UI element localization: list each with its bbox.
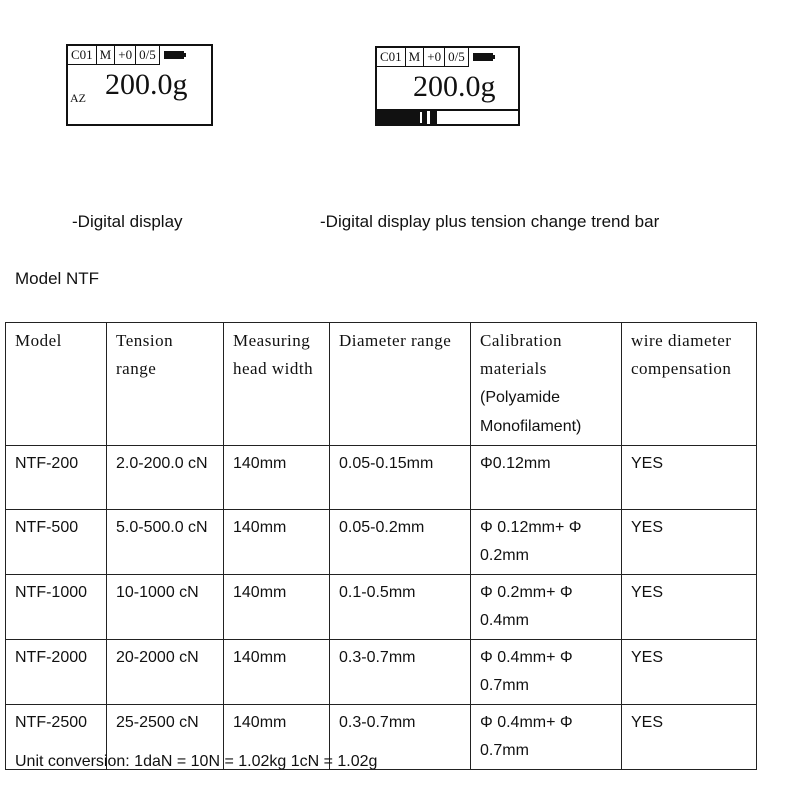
- cell-calibration: Φ 0.2mm+ Φ 0.4mm: [471, 575, 622, 640]
- cell-calibration: Φ0.12mm: [471, 446, 622, 510]
- header-diameter-range: Diameter range: [330, 323, 471, 446]
- header-calibration-label: Calibration materials: [480, 331, 562, 378]
- count-indicator: 0/5: [136, 46, 160, 65]
- cell-calibration: Φ 0.4mm+ Φ 0.7mm: [471, 705, 622, 770]
- cell-tension-range: 20-2000 cN: [107, 640, 224, 705]
- cell-model: NTF-2500: [6, 705, 107, 770]
- cell-head-width: 140mm: [224, 446, 330, 510]
- cell-head-width: 140mm: [224, 640, 330, 705]
- cell-compensation: YES: [622, 705, 757, 770]
- header-wire-compensation: wire diameter compensation: [622, 323, 757, 446]
- header-calibration-note: (Polyamide Monofilament): [480, 389, 582, 435]
- channel-indicator: C01: [377, 48, 406, 67]
- cell-diameter-range: 0.1-0.5mm: [330, 575, 471, 640]
- count-indicator: 0/5: [445, 48, 469, 67]
- table-header-row: [6, 323, 757, 446]
- offset-indicator: +0: [424, 48, 445, 67]
- trend-bar-marker: [420, 112, 422, 123]
- cell-diameter-range: 0.3-0.7mm: [330, 705, 471, 770]
- table-row: [6, 640, 757, 705]
- header-model: Model: [6, 323, 107, 446]
- mode-indicator: M: [406, 48, 425, 67]
- cell-diameter-range: 0.3-0.7mm: [330, 640, 471, 705]
- caption-digital-display: -Digital display: [72, 212, 183, 231]
- cell-model: NTF-200: [6, 446, 107, 510]
- table-row: [6, 446, 757, 510]
- model-heading: Model NTF: [15, 269, 100, 288]
- cell-diameter-range: 0.05-0.2mm: [330, 510, 471, 575]
- caption-trend-display: -Digital display plus tension change trend bar: [320, 212, 660, 231]
- lcd-display-trend: [375, 46, 520, 126]
- cell-tension-range: 10-1000 cN: [107, 575, 224, 640]
- cell-head-width: 140mm: [224, 575, 330, 640]
- lcd-status-bar: [68, 46, 190, 65]
- tension-reading: 200.0g: [413, 70, 496, 103]
- cell-compensation: YES: [622, 640, 757, 705]
- cell-tension-range: 25-2500 cN: [107, 705, 224, 770]
- tension-trend-bar: [377, 109, 518, 124]
- cell-tension-range: 5.0-500.0 cN: [107, 510, 224, 575]
- cell-compensation: YES: [622, 575, 757, 640]
- cell-calibration: Φ 0.12mm+ Φ 0.2mm: [471, 510, 622, 575]
- header-measuring-head-width: Measuring head width: [224, 323, 330, 446]
- header-calibration-materials: [471, 323, 622, 446]
- cell-compensation: YES: [622, 446, 757, 510]
- cell-compensation: YES: [622, 510, 757, 575]
- cell-tension-range: 2.0-200.0 cN: [107, 446, 224, 510]
- header-tension-range: Tension range: [107, 323, 224, 446]
- table-row: [6, 510, 757, 575]
- lcd-display-digital: [66, 44, 213, 126]
- battery-icon: [469, 48, 499, 66]
- lcd-status-bar: [377, 48, 499, 67]
- channel-indicator: C01: [68, 46, 97, 65]
- trend-bar-fill: [377, 111, 427, 124]
- mode-indicator: M: [97, 46, 116, 65]
- tension-reading: 200.0g: [105, 68, 188, 101]
- cell-model: NTF-2000: [6, 640, 107, 705]
- trend-bar-segment: [430, 111, 437, 124]
- cell-head-width: 140mm: [224, 510, 330, 575]
- cell-model: NTF-1000: [6, 575, 107, 640]
- offset-indicator: +0: [115, 46, 136, 65]
- cell-calibration: Φ 0.4mm+ Φ 0.7mm: [471, 640, 622, 705]
- auto-zero-indicator: AZ: [70, 91, 86, 105]
- cell-head-width: 140mm: [224, 705, 330, 770]
- cell-diameter-range: 0.05-0.15mm: [330, 446, 471, 510]
- unit-conversion-note: Unit conversion: 1daN = 10N = 1.02kg 1cN = 1.02g: [15, 753, 378, 770]
- cell-model: NTF-500: [6, 510, 107, 575]
- spec-table: [5, 322, 757, 770]
- table-row: [6, 575, 757, 640]
- battery-icon: [160, 46, 190, 64]
